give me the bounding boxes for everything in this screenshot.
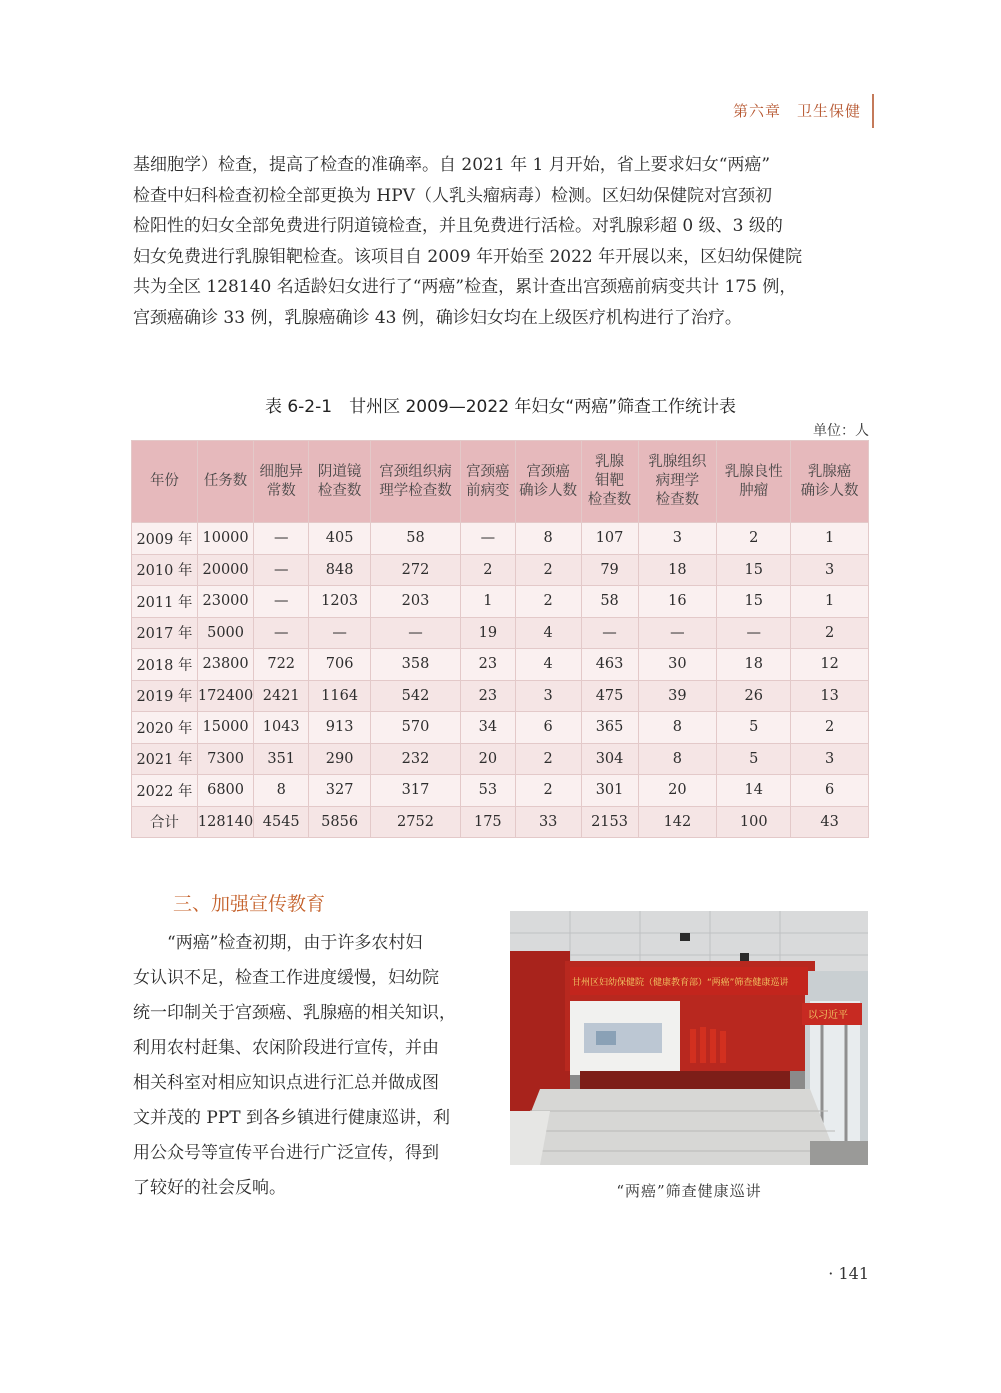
table-cell: 合计 (132, 806, 198, 838)
table-cell: 3 (791, 743, 869, 775)
table-cell: 15000 (197, 712, 253, 744)
table-cell: 10000 (197, 523, 253, 555)
column-header-line: 阴道镜 (317, 463, 362, 480)
column-header-line: 检查数 (587, 492, 632, 508)
section-paragraph (133, 926, 493, 1206)
table-cell: 4 (515, 617, 581, 649)
column-header-line: 检查数 (655, 492, 700, 508)
paragraph-line: 女认识不足，检查工作进度缓慢，妇幼院 (133, 968, 439, 988)
column-header-line: 宫颈组织病 (379, 463, 452, 480)
table-cell: 20 (460, 743, 515, 775)
table-cell: 2 (791, 617, 869, 649)
table-cell: 1164 (309, 680, 371, 712)
table-cell: 2 (791, 712, 869, 744)
table-cell: — (581, 617, 638, 649)
table-cell: 1 (460, 586, 515, 618)
table-cell: 5000 (197, 617, 253, 649)
table-cell: — (254, 586, 309, 618)
table-cell: 175 (460, 806, 515, 838)
table-cell: 20000 (197, 554, 253, 586)
column-header-line: 乳腺癌 (807, 463, 852, 480)
table-cell: 301 (581, 775, 638, 807)
table-cell: 327 (309, 775, 371, 807)
table-cell: 43 (791, 806, 869, 838)
table-row (132, 680, 869, 712)
table-cell: 2421 (254, 680, 309, 712)
table-cell: 365 (581, 712, 638, 744)
lecture-photo (510, 911, 868, 1165)
column-header-line: 乳腺组织 (648, 454, 707, 470)
table-row (132, 775, 869, 807)
table-cell: 2021 年 (132, 743, 198, 775)
paragraph-line: 用公众号等宣传平台进行广泛宣传，得到 (133, 1143, 439, 1163)
paragraph-line: 检查中妇科检查初检全部更换为 HPV（人乳头瘤病毒）检测。区妇幼保健院对宫颈初 (133, 185, 772, 206)
table-cell: 142 (638, 806, 717, 838)
paragraph-line: 利用农村赶集、农闲阶段进行宣传，并由 (133, 1038, 439, 1058)
table-row (132, 712, 869, 744)
table-cell: 39 (638, 680, 717, 712)
paragraph-line: 共为全区 128140 名适龄妇女进行了“两癌”检查，累计查出宫颈癌前病变共计 175 例， (133, 277, 797, 297)
table-cell: 3 (515, 680, 581, 712)
banner-text: 甘州区妇幼保健院（健康教育部）“两癌”筛查健康巡讲 (572, 978, 789, 988)
table-cell: 913 (309, 712, 371, 744)
table-cell: 706 (309, 649, 371, 681)
table-cell: 1 (791, 586, 869, 618)
table-cell: 2019 年 (132, 680, 198, 712)
table-cell: — (309, 617, 371, 649)
column-header (638, 441, 717, 523)
column-header (460, 441, 515, 523)
column-header-line: 前病变 (466, 482, 510, 499)
table-title: 表 6-2-1 甘州区 2009—2022 年妇女“两癌”筛查工作统计表 (264, 397, 737, 417)
table-cell: 2 (515, 743, 581, 775)
table-cell: 58 (371, 523, 461, 555)
table-cell: 848 (309, 554, 371, 586)
column-header (197, 441, 253, 523)
column-header-line: 细胞异 (259, 463, 303, 480)
table-cell: 6 (791, 775, 869, 807)
paragraph-line: 检阳性的妇女全部免费进行阴道镜检查，并且免费进行活检。对乳腺彩超 0 级、3 级的 (133, 216, 783, 236)
table-row (132, 743, 869, 775)
table-cell: 23 (460, 680, 515, 712)
table-cell: — (638, 617, 717, 649)
column-header (371, 441, 461, 523)
table-cell: 14 (717, 775, 791, 807)
paragraph-line: 宫颈癌确诊 33 例，乳腺癌确诊 43 例，确诊妇女均在上级医疗机构进行了治疗。 (133, 307, 742, 328)
table-cell: 1 (791, 523, 869, 555)
table-cell: — (371, 617, 461, 649)
table-cell: 12 (791, 649, 869, 681)
table-cell: — (254, 523, 309, 555)
table-cell: — (254, 617, 309, 649)
paragraph-line: 妇女免费进行乳腺钼靶检查。该项目自 2009 年开始至 2022 年开展以来，区妇幼保健院 (133, 246, 803, 267)
table-cell: 172400 (197, 680, 253, 712)
table-cell: 2153 (581, 806, 638, 838)
table-cell: 8 (638, 743, 717, 775)
column-header (132, 441, 198, 523)
table-cell: 13 (791, 680, 869, 712)
table-cell: 15 (717, 586, 791, 618)
column-header-line: 宫颈癌 (526, 463, 570, 480)
table-cell: 7300 (197, 743, 253, 775)
table-cell: 542 (371, 680, 461, 712)
table-cell: 3 (791, 554, 869, 586)
column-header-line: 宫颈癌 (466, 463, 510, 480)
table-cell: 2010 年 (132, 554, 198, 586)
table-cell: 23000 (197, 586, 253, 618)
column-header-line: 肿瘤 (739, 482, 769, 499)
column-header-line: 常数 (266, 482, 296, 499)
column-header-line: 检查数 (317, 482, 362, 499)
column-header (309, 441, 371, 523)
table-cell: 107 (581, 523, 638, 555)
table-unit: 单位：人 (813, 423, 869, 439)
column-header-line: 乳腺良性 (724, 463, 783, 480)
column-header (581, 441, 638, 523)
table-cell: — (717, 617, 791, 649)
table-cell: 2752 (371, 806, 461, 838)
table-cell: 2 (515, 586, 581, 618)
table-cell: 4545 (254, 806, 309, 838)
table-cell: 128140 (197, 806, 253, 838)
table-row (132, 586, 869, 618)
table-cell: 6 (515, 712, 581, 744)
table-cell: 15 (717, 554, 791, 586)
table-cell: 2 (515, 554, 581, 586)
table-cell: 2011 年 (132, 586, 198, 618)
paragraph-line: 了较好的社会反响。 (133, 1178, 286, 1198)
page-number: · 141 (828, 1264, 869, 1283)
table-cell: 5856 (309, 806, 371, 838)
column-header-line: 任务数 (203, 473, 248, 489)
paragraph-line: 基细胞学）检查，提高了检查的准确率。自 2021 年 1 月开始，省上要求妇女“两癌” (133, 155, 771, 175)
table-cell: 5 (717, 743, 791, 775)
column-header-line: 确诊人数 (519, 482, 578, 499)
table-cell: 304 (581, 743, 638, 775)
photo-caption: “两癌”筛查健康巡讲 (616, 1182, 762, 1200)
paragraph-line: 文并茂的 PPT 到各乡镇进行健康巡讲，利 (133, 1108, 451, 1128)
table-cell: 5 (717, 712, 791, 744)
table-cell: 272 (371, 554, 461, 586)
paragraph-line: 统一印制关于宫颈癌、乳腺癌的相关知识， (133, 1003, 456, 1023)
table-cell: 317 (371, 775, 461, 807)
table-cell: 18 (717, 649, 791, 681)
table-header-row (132, 441, 869, 523)
table-cell: 203 (371, 586, 461, 618)
table-cell: 2020 年 (132, 712, 198, 744)
table-cell: — (460, 523, 515, 555)
table-cell: 1043 (254, 712, 309, 744)
column-header-line: 年份 (149, 473, 179, 489)
table-row (132, 649, 869, 681)
paragraph-line: “两癌”检查初期，由于许多农村妇 (133, 933, 423, 953)
table-row (132, 554, 869, 586)
table-cell: 2 (460, 554, 515, 586)
table-cell: 23800 (197, 649, 253, 681)
table-cell: 405 (309, 523, 371, 555)
table-cell: 34 (460, 712, 515, 744)
table-cell: 2018 年 (132, 649, 198, 681)
table-cell: 2017 年 (132, 617, 198, 649)
side-banner-text: 以习近平 (808, 1010, 848, 1021)
table-cell: 358 (371, 649, 461, 681)
table-cell: 19 (460, 617, 515, 649)
table-row (132, 617, 869, 649)
table-cell: 570 (371, 712, 461, 744)
table-cell: 79 (581, 554, 638, 586)
table-cell: 4 (515, 649, 581, 681)
chapter-header: 第六章 卫生保健 (732, 102, 861, 120)
table-cell: 6800 (197, 775, 253, 807)
statistics-table (131, 440, 869, 838)
table-cell: 2009 年 (132, 523, 198, 555)
table-cell: 33 (515, 806, 581, 838)
column-header (515, 441, 581, 523)
table-cell: 2 (515, 775, 581, 807)
table-cell: 53 (460, 775, 515, 807)
column-header-line: 钼靶 (595, 473, 625, 489)
table-cell: 2022 年 (132, 775, 198, 807)
table-cell: 8 (254, 775, 309, 807)
paragraph-line: 相关科室对相应知识点进行汇总并做成图 (133, 1073, 439, 1093)
column-header (717, 441, 791, 523)
table-cell: 722 (254, 649, 309, 681)
table-cell: 100 (717, 806, 791, 838)
column-header (254, 441, 309, 523)
column-header-line: 确诊人数 (800, 482, 859, 499)
table-cell: 30 (638, 649, 717, 681)
table-row (132, 806, 869, 838)
intro-paragraph (133, 150, 869, 333)
column-header (791, 441, 869, 523)
section-title: 三、加强宣传教育 (173, 893, 326, 915)
table-cell: 1203 (309, 586, 371, 618)
table-cell: 463 (581, 649, 638, 681)
table-cell: — (254, 554, 309, 586)
table-cell: 2 (717, 523, 791, 555)
column-header-line: 病理学 (655, 473, 700, 489)
table-cell: 232 (371, 743, 461, 775)
table-cell: 23 (460, 649, 515, 681)
table-cell: 475 (581, 680, 638, 712)
table-cell: 58 (581, 586, 638, 618)
lecture-photo-scene (510, 911, 868, 1165)
column-header-line: 理学检查数 (379, 482, 452, 499)
table-cell: 26 (717, 680, 791, 712)
table-cell: 290 (309, 743, 371, 775)
table-cell: 8 (515, 523, 581, 555)
table-cell: 3 (638, 523, 717, 555)
table-cell: 8 (638, 712, 717, 744)
column-header-line: 乳腺 (595, 454, 625, 470)
header-rule (872, 94, 874, 128)
table-row (132, 523, 869, 555)
table-cell: 18 (638, 554, 717, 586)
table-cell: 351 (254, 743, 309, 775)
table-cell: 16 (638, 586, 717, 618)
table-cell: 20 (638, 775, 717, 807)
